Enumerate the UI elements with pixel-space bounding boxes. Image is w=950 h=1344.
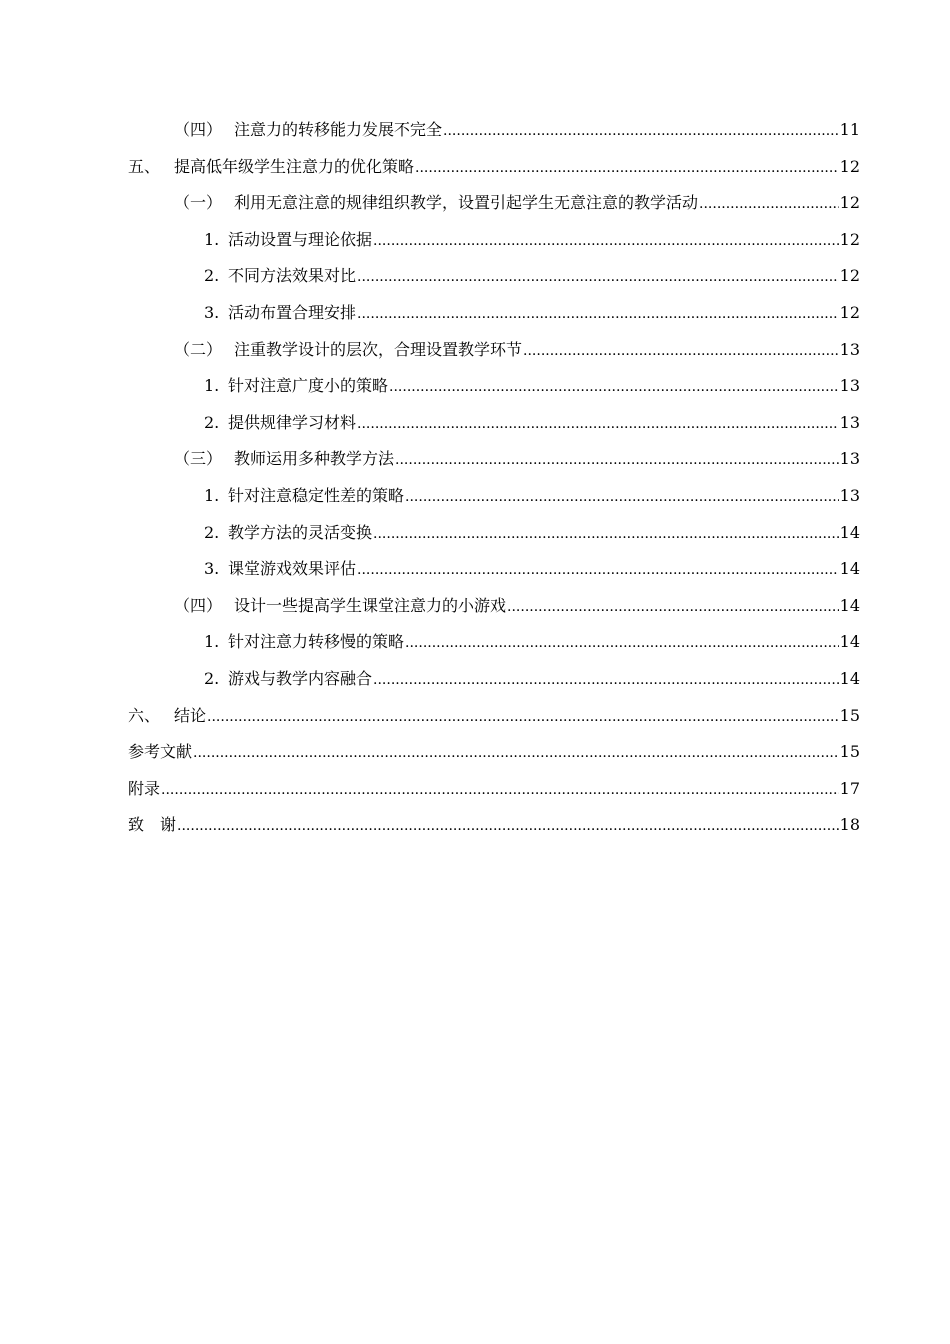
toc-entry[interactable] — [128, 441, 860, 478]
toc-entry[interactable] — [128, 698, 860, 735]
toc-dot-leader — [373, 661, 839, 699]
toc-dot-leader — [161, 771, 839, 809]
toc-entry-title: 参考文献 — [128, 742, 193, 762]
toc-entry-page: 14 — [839, 632, 860, 652]
toc-entry[interactable] — [128, 771, 860, 808]
toc-entry[interactable] — [128, 222, 860, 259]
toc-entry-number: 1. — [204, 376, 220, 396]
toc-entry-number: 1. — [204, 485, 220, 505]
toc-entry-title: 提供规律学习材料 — [228, 412, 357, 432]
toc-dot-leader — [395, 441, 839, 479]
toc-entry[interactable] — [128, 258, 860, 295]
toc-entry-page: 15 — [839, 742, 860, 762]
toc-entry[interactable] — [128, 185, 860, 222]
toc-entry-title: 利用无意注意的规律组织教学，设置引起学生无意注意的教学活动 — [234, 193, 699, 213]
toc-entry[interactable] — [128, 807, 860, 844]
toc-entry[interactable] — [128, 588, 860, 625]
toc-entry-page: 12 — [839, 229, 860, 249]
toc-entry-title: 教师运用多种教学方法 — [234, 449, 395, 469]
toc-entry[interactable] — [128, 332, 860, 369]
toc-dot-leader — [177, 807, 839, 845]
toc-entry-number: 3. — [204, 559, 220, 579]
toc-entry-page: 13 — [839, 485, 860, 505]
toc-dot-leader — [443, 112, 839, 150]
toc-entry[interactable] — [128, 624, 860, 661]
toc-entry-title: 附录 — [128, 778, 161, 798]
toc-entry-page: 13 — [839, 376, 860, 396]
toc-entry-title: 提高低年级学生注意力的优化策略 — [174, 156, 415, 176]
toc-entry-title: 针对注意力转移慢的策略 — [228, 632, 405, 652]
toc-entry-number: 2. — [204, 266, 220, 286]
toc-entry-page: 12 — [839, 302, 860, 322]
toc-dot-leader — [357, 405, 839, 443]
toc-dot-leader — [207, 698, 839, 736]
toc-entry[interactable] — [128, 368, 860, 405]
toc-entry[interactable] — [128, 295, 860, 332]
toc-dot-leader — [357, 258, 839, 296]
toc-entry-page: 17 — [839, 778, 860, 798]
toc-dot-leader — [405, 624, 839, 662]
toc-dot-leader — [405, 478, 839, 516]
toc-entry-page: 13 — [839, 339, 860, 359]
toc-entry-title: 课堂游戏效果评估 — [228, 559, 357, 579]
toc-entry-page: 14 — [839, 668, 860, 688]
toc-dot-leader — [373, 515, 839, 553]
toc-entry-title: 设计一些提高学生课堂注意力的小游戏 — [234, 595, 507, 615]
toc-entry-title: 注意力的转移能力发展不完全 — [234, 120, 443, 139]
toc-entry-title: 结论 — [174, 705, 207, 725]
toc-entry-title: 不同方法效果对比 — [228, 266, 357, 286]
toc-entry-page: 14 — [839, 559, 860, 579]
table-of-contents — [128, 112, 860, 844]
toc-entry-title: 活动布置合理安排 — [228, 302, 357, 322]
toc-entry-title: 游戏与教学内容融合 — [228, 668, 373, 688]
toc-entry-number: （二） — [174, 339, 223, 359]
toc-entry[interactable] — [128, 551, 860, 588]
toc-dot-leader — [415, 149, 839, 187]
toc-entry-page: 12 — [839, 193, 860, 213]
toc-entry-title: 教学方法的灵活变换 — [228, 522, 373, 542]
toc-entry[interactable] — [128, 515, 860, 552]
toc-entry-number: 六、 — [128, 705, 161, 725]
toc-entry-title: 针对注意广度小的策略 — [228, 376, 389, 396]
toc-entry-title: 活动设置与理论依据 — [228, 229, 373, 249]
toc-entry-title: 针对注意稳定性差的策略 — [228, 485, 405, 505]
toc-entry-page: 12 — [839, 156, 860, 176]
toc-entry-number: （三） — [174, 449, 223, 469]
toc-entry-page: 14 — [839, 522, 860, 542]
toc-entry-title: 注重教学设计的层次，合理设置教学环节 — [234, 339, 523, 359]
toc-dot-leader — [373, 222, 839, 260]
toc-dot-leader — [523, 332, 839, 370]
toc-entry-number: 2. — [204, 412, 220, 432]
toc-entry-number: （一） — [174, 193, 223, 213]
toc-entry-number: 1. — [204, 229, 220, 249]
toc-dot-leader — [193, 734, 839, 772]
toc-entry-number: 1. — [204, 632, 220, 652]
toc-entry[interactable] — [128, 112, 860, 149]
toc-entry[interactable] — [128, 661, 860, 698]
toc-entry-page: 14 — [839, 595, 860, 615]
toc-entry[interactable] — [128, 478, 860, 515]
toc-entry-page: 11 — [839, 120, 860, 139]
toc-entry-page: 13 — [839, 412, 860, 432]
toc-entry-number: 2. — [204, 522, 220, 542]
toc-entry[interactable] — [128, 149, 860, 186]
toc-entry[interactable] — [128, 405, 860, 442]
toc-entry-number: （四） — [174, 120, 223, 139]
toc-entry[interactable] — [128, 734, 860, 771]
toc-entry-page: 12 — [839, 266, 860, 286]
toc-entry-number: 五、 — [128, 156, 161, 176]
toc-dot-leader — [507, 588, 839, 626]
toc-dot-leader — [699, 185, 839, 223]
toc-dot-leader — [389, 368, 839, 406]
toc-entry-page: 18 — [839, 815, 860, 835]
toc-dot-leader — [357, 295, 839, 333]
toc-dot-leader — [357, 551, 839, 589]
toc-entry-page: 15 — [839, 705, 860, 725]
toc-entry-page: 13 — [839, 449, 860, 469]
toc-entry-title: 致 谢 — [128, 815, 177, 835]
toc-entry-number: 2. — [204, 668, 220, 688]
toc-entry-number: （四） — [174, 595, 223, 615]
toc-entry-number: 3. — [204, 302, 220, 322]
